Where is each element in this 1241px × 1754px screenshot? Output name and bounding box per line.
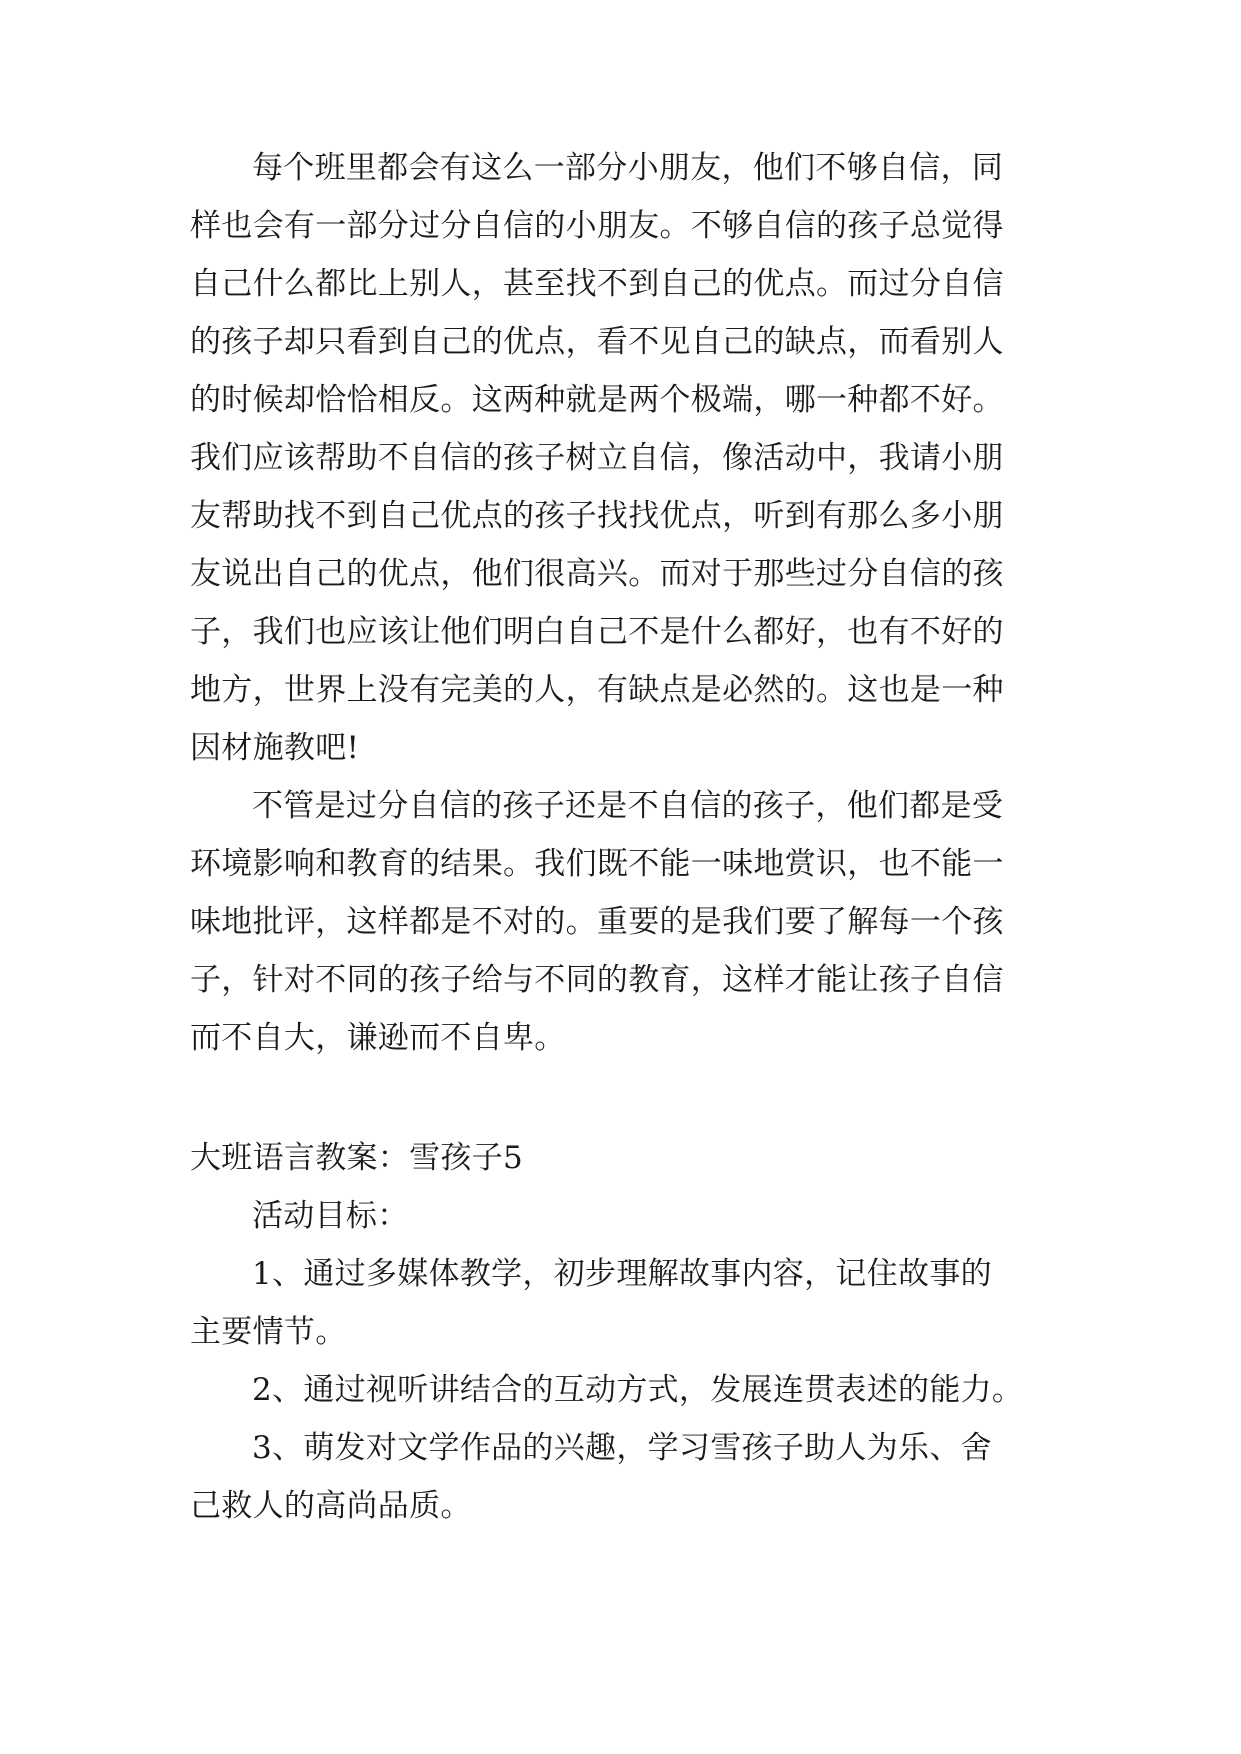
text-line: 样也会有一部分过分自信的小朋友。不够自信的孩子总觉得 (190, 208, 1004, 244)
text-line: 每个班里都会有这么一部分小朋友，他们不够自信，同 (252, 150, 1004, 186)
text-line: 3、萌发对文学作品的兴趣，学习雪孩子助人为乐、舍 (252, 1430, 992, 1466)
text-line: 我们应该帮助不自信的孩子树立自信，像活动中，我请小朋 (190, 440, 1004, 476)
text-line: 子，我们也应该让他们明白自己不是什么都好，也有不好的 (190, 614, 1004, 650)
text-line: 主要情节。 (190, 1314, 347, 1350)
text-line: 而不自大，谦逊而不自卑。 (190, 1020, 566, 1056)
text-line: 1、通过多媒体教学，初步理解故事内容，记住故事的 (252, 1256, 992, 1292)
text-line: 味地批评，这样都是不对的。重要的是我们要了解每一个孩 (190, 904, 1004, 940)
text-line: 友帮助找不到自己优点的孩子找找优点，听到有那么多小朋 (190, 498, 1004, 534)
text-line: 地方，世界上没有完美的人，有缺点是必然的。这也是一种 (190, 672, 1004, 708)
section-title: 大班语言教案：雪孩子5 (190, 1140, 524, 1176)
text-line: 己救人的高尚品质。 (190, 1488, 472, 1524)
activity-goals-heading: 活动目标： (252, 1198, 409, 1234)
text-line: 的孩子却只看到自己的优点，看不见自己的缺点，而看别人 (190, 324, 1004, 360)
text-line: 友说出自己的优点，他们很高兴。而对于那些过分自信的孩 (190, 556, 1004, 592)
text-line: 环境影响和教育的结果。我们既不能一味地赏识，也不能一 (190, 846, 1004, 882)
text-line: 2、通过视听讲结合的互动方式，发展连贯表述的能力。 (252, 1372, 1024, 1408)
text-line: 子，针对不同的孩子给与不同的教育，这样才能让孩子自信 (190, 962, 1004, 998)
text-line: 自己什么都比上别人，甚至找不到自己的优点。而过分自信 (190, 266, 1004, 302)
text-line: 因材施教吧! (190, 730, 360, 766)
text-line: 不管是过分自信的孩子还是不自信的孩子，他们都是受 (252, 788, 1004, 824)
text-line: 的时候却恰恰相反。这两种就是两个极端，哪一种都不好。 (190, 382, 1004, 418)
